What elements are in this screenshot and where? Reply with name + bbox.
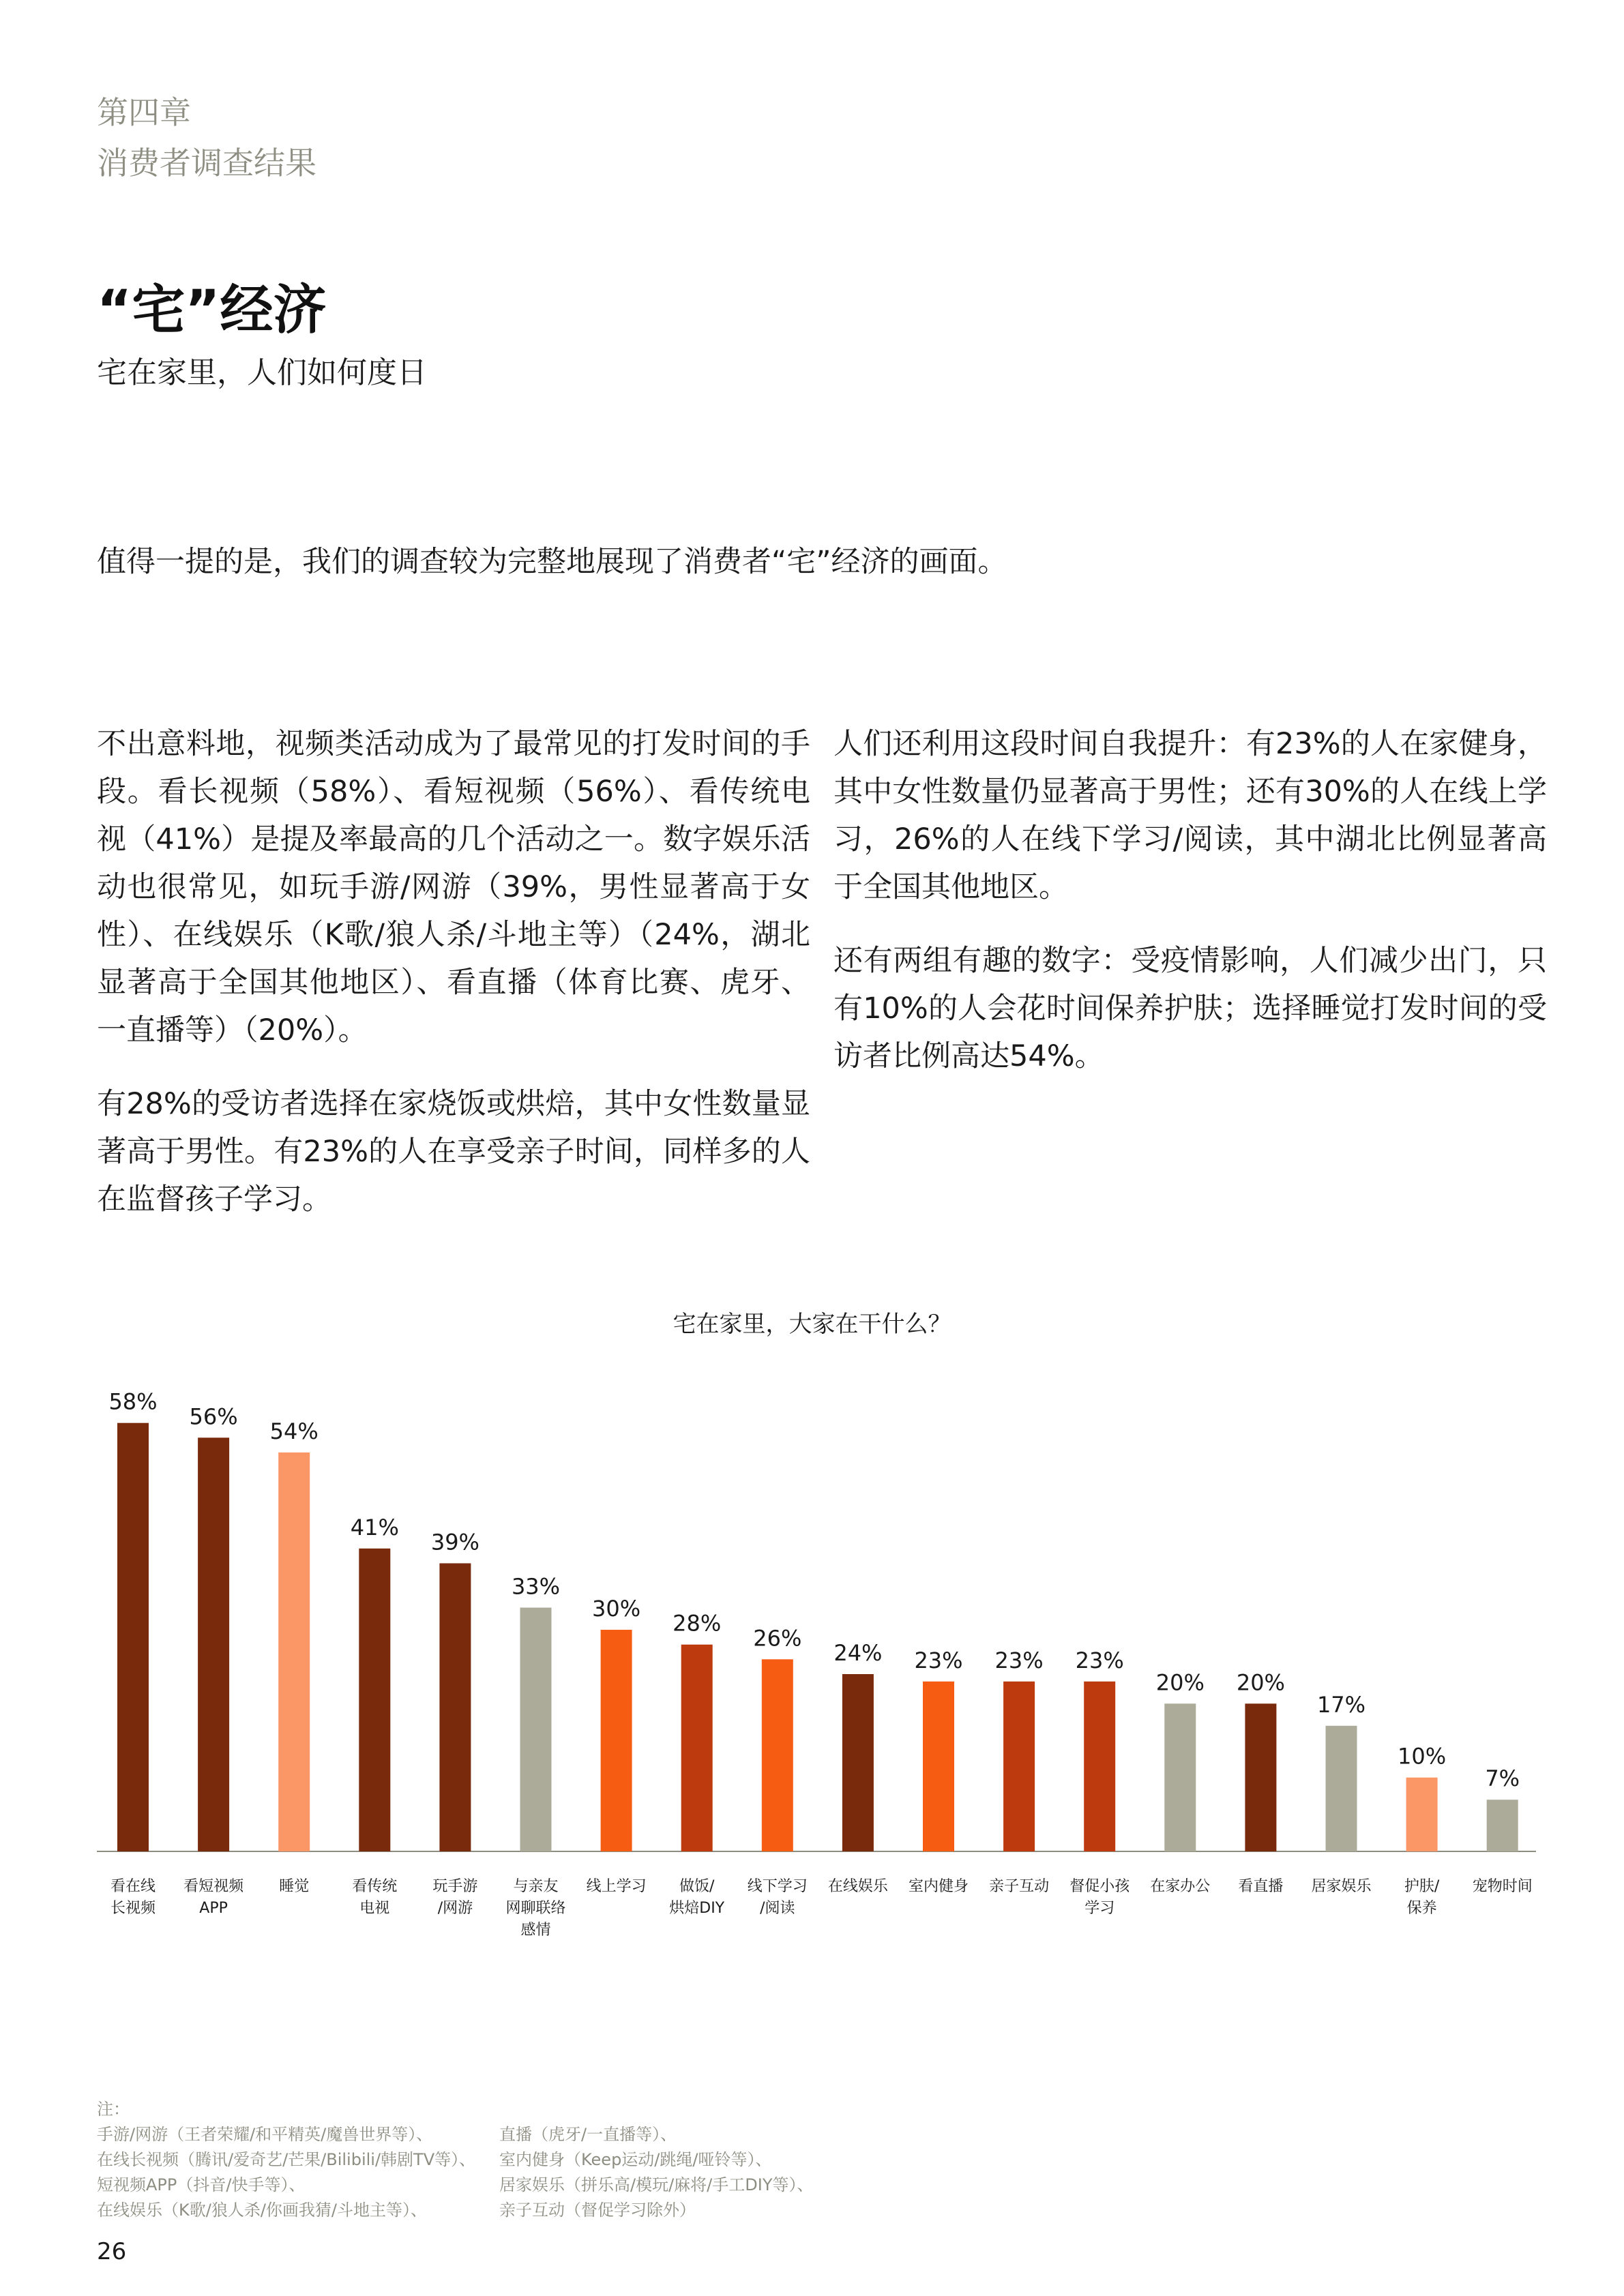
bar [762, 1659, 793, 1851]
category-label: 看直播 [1238, 1878, 1284, 1895]
category-label: 睡觉 [279, 1878, 310, 1895]
note-line: 居家娱乐（拼乐高/模玩/麻将/手工DIY等）、 [499, 2175, 814, 2194]
category-label: 室内健身 [908, 1878, 969, 1895]
bar [278, 1452, 310, 1851]
bar [198, 1437, 229, 1851]
bar [842, 1674, 874, 1851]
note-line: 亲子互动（督促学习除外） [499, 2201, 696, 2220]
category-label: 督促小孩学习 [1069, 1878, 1130, 1917]
data-label: 23% [914, 1647, 963, 1673]
note-line: 直播（虎牙/一直播等）、 [499, 2125, 677, 2144]
category-label: 居家娱乐 [1311, 1878, 1372, 1895]
chapter-name: 消费者调查结果 [97, 145, 316, 181]
category-label: 宠物时间 [1472, 1878, 1533, 1895]
data-label: 24% [833, 1640, 883, 1666]
chart-title: 宅在家里，大家在干什么？ [673, 1311, 951, 1338]
bar [1164, 1703, 1196, 1851]
category-label: 亲子互动 [989, 1878, 1050, 1895]
category-label: 在线娱乐 [827, 1878, 888, 1895]
data-label: 20% [1236, 1669, 1285, 1696]
page-subtitle: 宅在家里，人们如何度日 [97, 355, 427, 390]
category-label: 看短视频 APP [183, 1878, 244, 1917]
data-label: 20% [1155, 1669, 1205, 1696]
data-label: 30% [592, 1596, 641, 1622]
note-line: 在线长视频（腾讯/爱奇艺/芒果/Bilibili/韩剧TV等）、 [97, 2150, 476, 2169]
data-label: 7% [1485, 1765, 1520, 1792]
category-label: 看传统电视 [352, 1878, 398, 1917]
note-spacer [499, 2097, 813, 2122]
data-label: 10% [1398, 1743, 1447, 1770]
bar [520, 1608, 552, 1852]
body-paragraph: 有28%的受访者选择在家烧饭或烘焙，其中女性数量显著高于男性。有23%的人在享受亲子时间，同样多的人在监督孩子学习。 [97, 1087, 810, 1217]
notes-heading: 注： [97, 2100, 130, 2119]
bar [923, 1682, 954, 1851]
data-label: 28% [673, 1610, 722, 1637]
data-label: 39% [430, 1529, 479, 1555]
notes-right [499, 2097, 813, 2223]
page-title: “宅”经济 [97, 280, 327, 341]
data-label: 33% [511, 1573, 561, 1600]
note-line: 手游/网游（王者荣耀/和平精英/魔兽世界等）、 [97, 2125, 433, 2144]
bar [1003, 1682, 1035, 1851]
data-label: 23% [994, 1647, 1044, 1673]
bar [359, 1549, 390, 1851]
bar [1487, 1800, 1518, 1851]
category-label: 玩手游/网游 [432, 1878, 478, 1917]
body-paragraph: 人们还利用这段时间自我提升：有23%的人在家健身，其中女性数量仍显著高于男性；还有30%的人在线上学习，26%的人在线下学习/阅读，其中湖北比例显著高于全国其他地区。 [833, 727, 1547, 904]
category-label: 线下学习/阅读 [747, 1878, 808, 1917]
category-label: 做饭/烘焙DIY [669, 1878, 725, 1917]
note-line: 在线娱乐（K歌/狼人杀/你画我猜/斗地主等）、 [97, 2201, 427, 2220]
bar-chart [0, 1350, 1624, 1978]
bar [601, 1630, 632, 1851]
notes-left [97, 2097, 475, 2223]
body-column-right [833, 720, 1547, 1106]
chapter-heading [97, 87, 316, 188]
bar [1084, 1682, 1115, 1851]
bar [117, 1423, 149, 1851]
bar [1245, 1703, 1276, 1851]
category-label: 在家办公 [1150, 1878, 1211, 1895]
data-label: 41% [350, 1514, 399, 1540]
data-label: 56% [189, 1403, 238, 1430]
category-label: 看在线长视频 [110, 1878, 156, 1917]
bar [1326, 1726, 1357, 1851]
data-label: 54% [269, 1418, 319, 1444]
note-line: 短视频APP（抖音/快手等）、 [97, 2175, 306, 2194]
page-number: 26 [97, 2238, 127, 2265]
bar [439, 1564, 471, 1852]
data-label: 26% [753, 1625, 802, 1652]
data-label: 17% [1316, 1691, 1366, 1718]
bar [1406, 1778, 1438, 1851]
body-column-left [97, 720, 810, 1249]
category-label: 护肤/保养 [1404, 1878, 1440, 1917]
body-paragraph: 不出意料地，视频类活动成为了最常见的打发时间的手段。看长视频（58%）、看短视频（56%）、看传统电视（41%）是提及率最高的几个活动之一。数字娱乐活动也很常见，如玩手游/网游（39%，男性显著高于女性）、在线娱乐（K歌/狼人杀/斗地主等）（24%，湖北显著高于全国其他地区）、看直播（体育比赛、虎牙、一直播等）（20%）。 [97, 727, 810, 1047]
lead-paragraph: 值得一提的是，我们的调查较为完整地展现了消费者“宅”经济的画面。 [97, 545, 1007, 579]
note-line: 室内健身（Keep运动/跳绳/哑铃等）、 [499, 2150, 772, 2169]
body-paragraph: 还有两组有趣的数字：受疫情影响，人们减少出门，只有10%的人会花时间保养护肤；选择睡觉打发时间的受访者比例高达54%。 [833, 944, 1547, 1073]
category-label: 与亲友网聊联络感情 [505, 1878, 566, 1939]
data-label: 58% [108, 1388, 158, 1415]
chapter-number: 第四章 [97, 94, 191, 131]
bar [681, 1645, 713, 1851]
data-label: 23% [1075, 1647, 1124, 1673]
category-label: 线上学习 [586, 1878, 647, 1895]
